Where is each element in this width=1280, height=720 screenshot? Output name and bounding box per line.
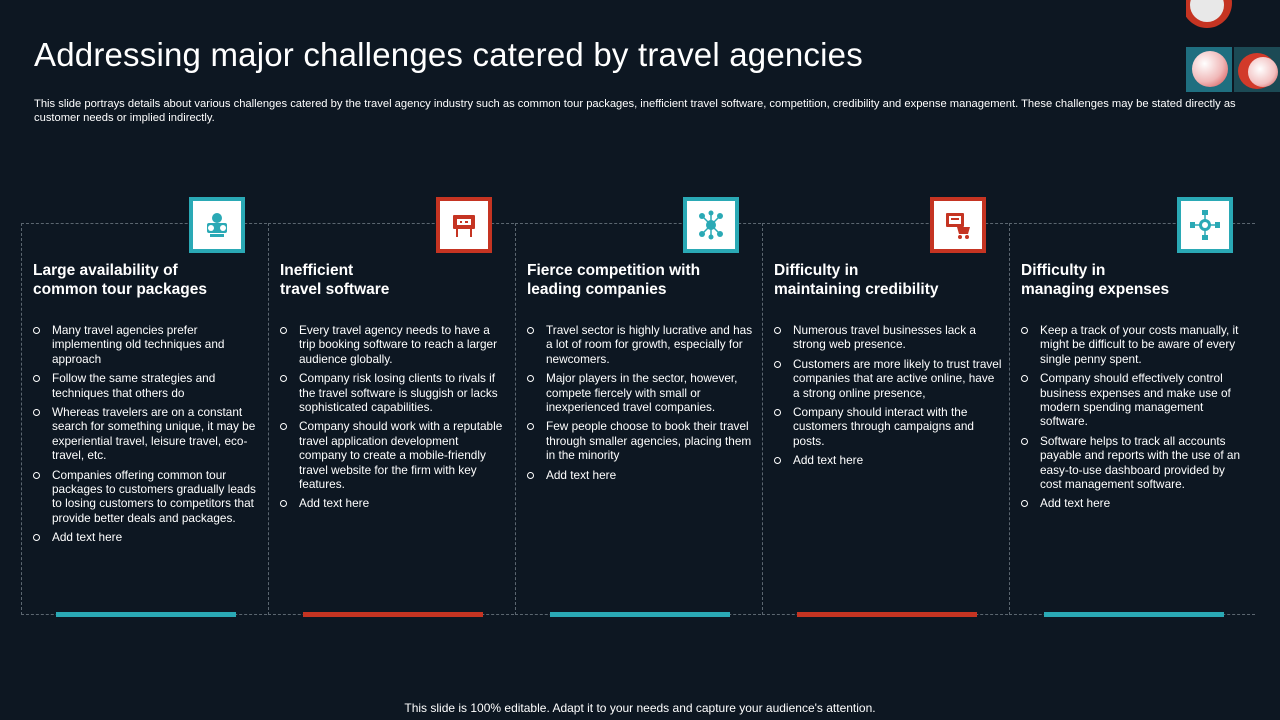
challenge-column-software — [268, 223, 514, 615]
column-heading: Inefficient travel software — [280, 262, 390, 298]
list-item: Software helps to track all accounts payable and reports with the use of an easy-to-use dashboard provided by cost management software. — [1021, 434, 1249, 492]
ad-board-icon — [449, 210, 479, 240]
column-accent-bar — [303, 612, 483, 617]
list-item: Company should effectively control business expenses and make use of modern spending management software. — [1021, 371, 1249, 429]
logo-quadrant-bottom-left — [1186, 47, 1232, 92]
online-shopping-icon-box — [930, 197, 986, 253]
expense-hub-icon — [1189, 209, 1221, 241]
column-heading: Large availability of common tour packages — [33, 262, 207, 298]
slide-title: Addressing major challenges catered by travel agencies — [34, 36, 863, 73]
list-item: Company should interact with the customers through campaigns and posts. — [774, 405, 1002, 448]
column-accent-bar — [797, 612, 977, 617]
column-bullet-list — [774, 323, 1002, 473]
challenge-columns — [21, 197, 1259, 617]
list-item: Follow the same strategies and techniques that others do — [33, 371, 261, 400]
expense-hub-icon-box — [1177, 197, 1233, 253]
tour-package-icon-box — [189, 197, 245, 253]
list-item: Add text here — [33, 530, 261, 544]
list-item: Few people choose to book their travel through smaller agencies, placing them in the minority — [527, 419, 755, 462]
list-item: Add text here — [1021, 496, 1249, 510]
column-bullet-list — [280, 323, 508, 516]
column-heading: Fierce competition with leading companies — [527, 262, 701, 298]
column-bullet-list — [1021, 323, 1249, 516]
online-shopping-icon — [943, 210, 973, 240]
column-bullet-list — [527, 323, 755, 487]
challenge-column-expenses — [1009, 223, 1255, 615]
column-accent-bar — [550, 612, 730, 617]
list-item: Major players in the sector, however, compete fiercely with small or inexperienced travel companies. — [527, 371, 755, 414]
tour-package-icon — [202, 210, 232, 240]
list-item: Travel sector is highly lucrative and has a lot of room for growth, especially for newcomers. — [527, 323, 755, 366]
list-item: Keep a track of your costs manually, it might be difficult to be aware of every single penny spent. — [1021, 323, 1249, 366]
slide-footer: This slide is 100% editable. Adapt it to your needs and capture your audience's attention. — [404, 701, 876, 715]
list-item: Whereas travelers are on a constant search for something unique, it may be experiential travel, leisure travel, eco-travel, etc. — [33, 405, 261, 463]
column-accent-bar — [56, 612, 236, 617]
logo-quadrant-top-left — [1186, 0, 1232, 44]
column-heading: Difficulty in maintaining credibility — [774, 262, 939, 298]
network-icon — [695, 209, 727, 241]
column-accent-bar — [1044, 612, 1224, 617]
network-icon-box — [683, 197, 739, 253]
brand-logo — [1186, 0, 1280, 94]
list-item: Many travel agencies prefer implementing old techniques and approach — [33, 323, 261, 366]
slide-subtitle: This slide portrays details about various challenges catered by the travel agency industry such as common tour packages, inefficient travel software, competition, credibility and expense management. These challenges may be stated directly as customer needs or implied indirectly. — [34, 98, 1236, 124]
list-item: Company risk losing clients to rivals if the travel software is sluggish or lacks sophisticated capabilities. — [280, 371, 508, 414]
column-bullet-list — [33, 323, 261, 550]
list-item: Add text here — [280, 496, 508, 510]
challenge-column-packages — [21, 223, 267, 615]
list-item: Every travel agency needs to have a trip booking software to reach a larger audience globally. — [280, 323, 508, 366]
challenge-column-credibility — [762, 223, 1008, 615]
list-item: Company should work with a reputable travel application development company to create a mobile-friendly travel website for the firm with key features. — [280, 419, 508, 491]
column-heading: Difficulty in managing expenses — [1021, 262, 1170, 298]
list-item: Add text here — [774, 453, 1002, 467]
ad-board-icon-box — [436, 197, 492, 253]
logo-quadrant-bottom-right — [1234, 47, 1280, 92]
list-item: Numerous travel businesses lack a strong web presence. — [774, 323, 1002, 352]
list-item: Add text here — [527, 468, 755, 482]
challenge-column-competition — [515, 223, 761, 615]
list-item: Customers are more likely to trust travel companies that are active online, have a strong online presence, — [774, 357, 1002, 400]
list-item: Companies offering common tour packages to customers gradually leads to losing customers to competitors that provide better deals and packages. — [33, 468, 261, 526]
